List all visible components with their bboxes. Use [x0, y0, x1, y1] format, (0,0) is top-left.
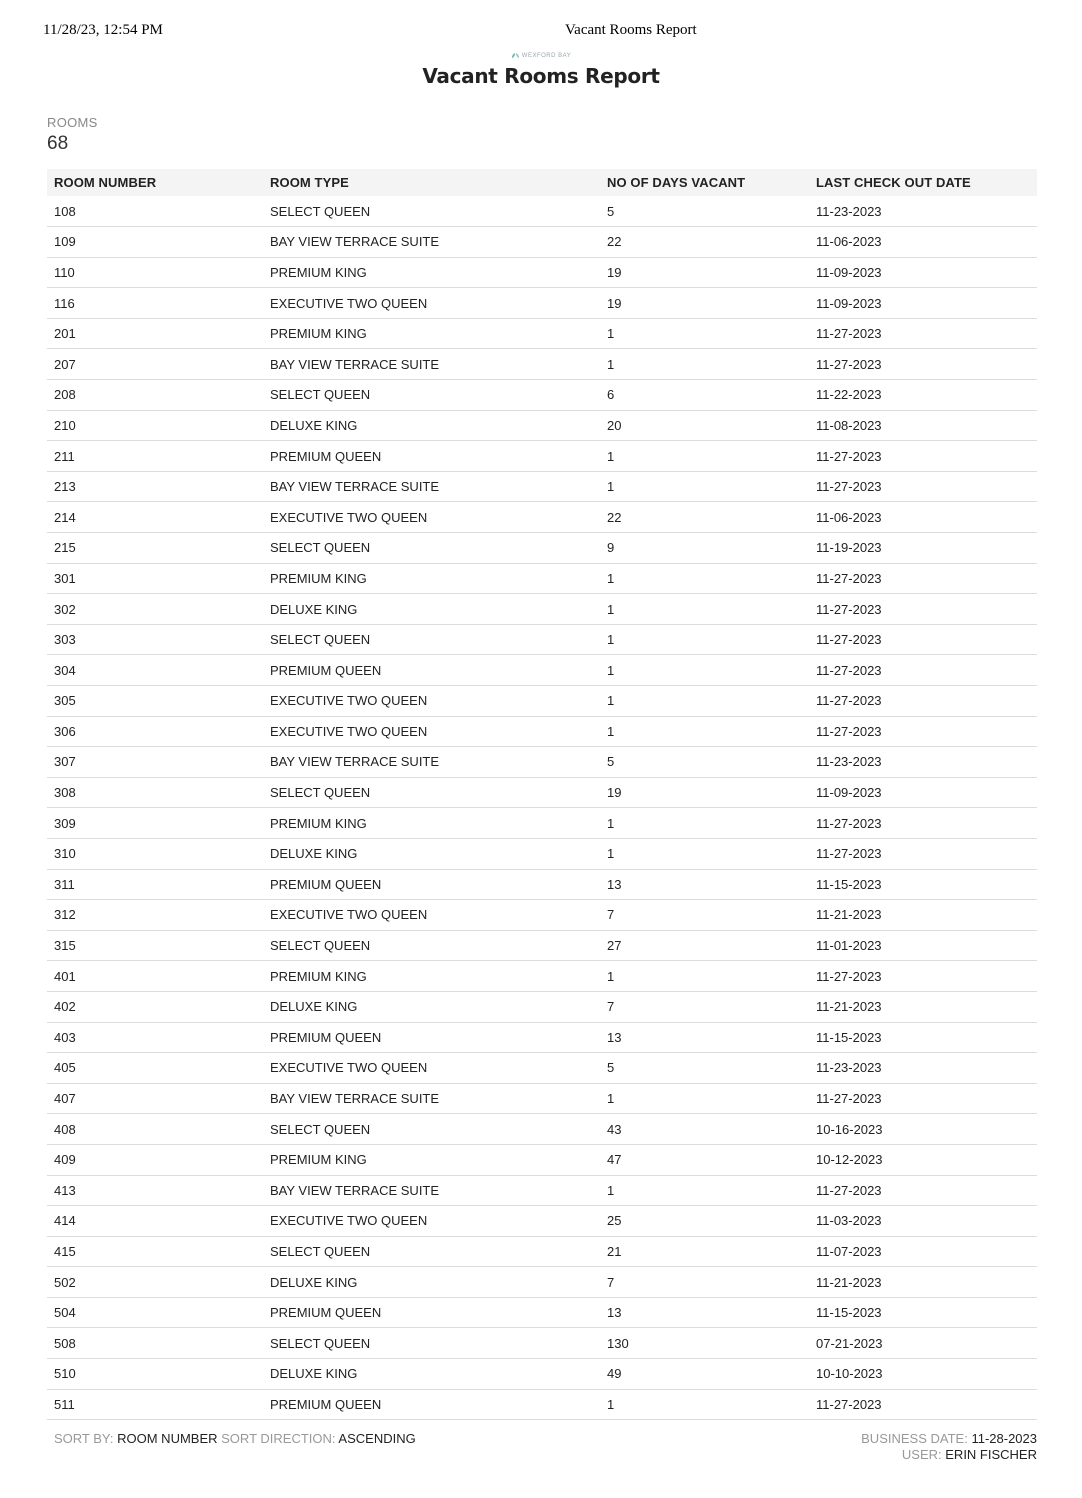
business-date-label: BUSINESS DATE: [861, 1431, 968, 1446]
cell-days-vacant: 1 [600, 471, 809, 502]
cell-last-checkout: 11-27-2023 [809, 349, 1037, 380]
cell-last-checkout: 11-23-2023 [809, 747, 1037, 778]
cell-room-type: PREMIUM QUEEN [263, 1297, 600, 1328]
cell-last-checkout: 11-15-2023 [809, 869, 1037, 900]
sort-info [54, 1431, 416, 1447]
table-row[interactable] [47, 808, 1037, 839]
cell-room-type: SELECT QUEEN [263, 380, 600, 411]
cell-last-checkout: 11-08-2023 [809, 410, 1037, 441]
cell-days-vacant: 1 [600, 808, 809, 839]
table-row[interactable] [47, 380, 1037, 411]
cell-days-vacant: 5 [600, 747, 809, 778]
cell-room-number: 211 [47, 441, 263, 472]
table-row[interactable] [47, 1144, 1037, 1175]
cell-days-vacant: 7 [600, 991, 809, 1022]
cell-room-type: PREMIUM QUEEN [263, 441, 600, 472]
cell-room-number: 510 [47, 1359, 263, 1390]
cell-room-number: 109 [47, 227, 263, 258]
business-date-value: 11-28-2023 [971, 1431, 1037, 1446]
cell-days-vacant: 13 [600, 869, 809, 900]
sort-direction-label: SORT DIRECTION: [221, 1431, 336, 1446]
cell-room-type: SELECT QUEEN [263, 1236, 600, 1267]
cell-last-checkout: 10-10-2023 [809, 1359, 1037, 1390]
cell-days-vacant: 22 [600, 227, 809, 258]
table-row[interactable] [47, 1328, 1037, 1359]
cell-days-vacant: 7 [600, 900, 809, 931]
cell-room-number: 403 [47, 1022, 263, 1053]
cell-room-type: PREMIUM KING [263, 808, 600, 839]
cell-last-checkout: 11-23-2023 [809, 196, 1037, 227]
cell-room-type: DELUXE KING [263, 1359, 600, 1390]
cell-days-vacant: 19 [600, 288, 809, 319]
cell-room-type: SELECT QUEEN [263, 1328, 600, 1359]
rooms-summary [47, 115, 98, 156]
cell-last-checkout: 11-01-2023 [809, 930, 1037, 961]
cell-last-checkout: 11-27-2023 [809, 624, 1037, 655]
cell-last-checkout: 11-22-2023 [809, 380, 1037, 411]
cell-room-number: 504 [47, 1297, 263, 1328]
cell-last-checkout: 11-27-2023 [809, 838, 1037, 869]
cell-days-vacant: 13 [600, 1022, 809, 1053]
cell-days-vacant: 19 [600, 257, 809, 288]
cell-room-number: 302 [47, 594, 263, 625]
table-row[interactable] [47, 471, 1037, 502]
table-row[interactable] [47, 777, 1037, 808]
cell-last-checkout: 11-27-2023 [809, 318, 1037, 349]
cell-last-checkout: 11-23-2023 [809, 1053, 1037, 1084]
cell-days-vacant: 1 [600, 594, 809, 625]
table-row[interactable] [47, 869, 1037, 900]
cell-room-type: PREMIUM QUEEN [263, 869, 600, 900]
table-row[interactable] [47, 594, 1037, 625]
cell-room-number: 502 [47, 1267, 263, 1298]
cell-days-vacant: 27 [600, 930, 809, 961]
cell-last-checkout: 11-27-2023 [809, 471, 1037, 502]
cell-room-type: PREMIUM KING [263, 257, 600, 288]
cell-last-checkout: 11-09-2023 [809, 288, 1037, 319]
cell-room-number: 402 [47, 991, 263, 1022]
table-row[interactable] [47, 1114, 1037, 1145]
cell-days-vacant: 22 [600, 502, 809, 533]
column-header-room-type[interactable]: ROOM TYPE [263, 169, 600, 196]
table-row[interactable] [47, 196, 1037, 227]
report-meta [861, 1431, 1037, 1462]
cell-last-checkout: 11-19-2023 [809, 533, 1037, 564]
cell-room-number: 401 [47, 961, 263, 992]
logo-text: WEXFORD BAY [521, 53, 572, 59]
table-header-row [47, 169, 1037, 196]
sort-by-value: ROOM NUMBER [117, 1431, 218, 1446]
cell-room-number: 511 [47, 1389, 263, 1420]
cell-days-vacant: 43 [600, 1114, 809, 1145]
cell-last-checkout: 11-07-2023 [809, 1236, 1037, 1267]
table-row[interactable] [47, 1175, 1037, 1206]
cell-room-number: 108 [47, 196, 263, 227]
table-row[interactable] [47, 1206, 1037, 1237]
cell-room-type: EXECUTIVE TWO QUEEN [263, 716, 600, 747]
table-row[interactable] [47, 655, 1037, 686]
cell-room-number: 110 [47, 257, 263, 288]
table-row[interactable] [47, 624, 1037, 655]
column-header-days-vacant[interactable]: NO OF DAYS VACANT [600, 169, 809, 196]
cell-room-type: EXECUTIVE TWO QUEEN [263, 900, 600, 931]
table-row[interactable] [47, 1359, 1037, 1390]
cell-days-vacant: 1 [600, 1083, 809, 1114]
sort-direction-value: ASCENDING [338, 1431, 416, 1446]
cell-room-number: 308 [47, 777, 263, 808]
table-row[interactable] [47, 900, 1037, 931]
cell-days-vacant: 1 [600, 686, 809, 717]
table-row[interactable] [47, 1083, 1037, 1114]
cell-last-checkout: 11-27-2023 [809, 655, 1037, 686]
cell-last-checkout: 11-06-2023 [809, 227, 1037, 258]
hotel-logo [0, 51, 1082, 61]
cell-room-number: 214 [47, 502, 263, 533]
cell-room-type: DELUXE KING [263, 991, 600, 1022]
cell-days-vacant: 25 [600, 1206, 809, 1237]
table-row[interactable] [47, 961, 1037, 992]
cell-room-type: SELECT QUEEN [263, 196, 600, 227]
cell-room-type: PREMIUM KING [263, 961, 600, 992]
cell-room-number: 311 [47, 869, 263, 900]
table-row[interactable] [47, 349, 1037, 380]
cell-room-number: 301 [47, 563, 263, 594]
cell-room-type: DELUXE KING [263, 1267, 600, 1298]
report-title: Vacant Rooms Report [422, 64, 660, 88]
cell-room-number: 207 [47, 349, 263, 380]
cell-room-number: 309 [47, 808, 263, 839]
table-row[interactable] [47, 1389, 1037, 1420]
cell-days-vacant: 1 [600, 1389, 809, 1420]
cell-room-number: 201 [47, 318, 263, 349]
cell-room-number: 508 [47, 1328, 263, 1359]
cell-room-type: PREMIUM KING [263, 1144, 600, 1175]
cell-last-checkout: 11-27-2023 [809, 961, 1037, 992]
cell-room-type: SELECT QUEEN [263, 624, 600, 655]
table-row[interactable] [47, 930, 1037, 961]
cell-days-vacant: 19 [600, 777, 809, 808]
user-line [861, 1447, 1037, 1463]
cell-room-type: EXECUTIVE TWO QUEEN [263, 1053, 600, 1084]
cell-room-type: DELUXE KING [263, 410, 600, 441]
cell-last-checkout: 11-27-2023 [809, 808, 1037, 839]
cell-room-number: 315 [47, 930, 263, 961]
cell-room-number: 310 [47, 838, 263, 869]
cell-days-vacant: 130 [600, 1328, 809, 1359]
cell-room-number: 408 [47, 1114, 263, 1145]
cell-last-checkout: 11-27-2023 [809, 563, 1037, 594]
rooms-label: ROOMS [47, 115, 98, 130]
cell-days-vacant: 1 [600, 563, 809, 594]
cell-days-vacant: 21 [600, 1236, 809, 1267]
cell-room-number: 312 [47, 900, 263, 931]
table-row[interactable] [47, 1297, 1037, 1328]
cell-room-type: BAY VIEW TERRACE SUITE [263, 747, 600, 778]
cell-days-vacant: 1 [600, 318, 809, 349]
cell-days-vacant: 5 [600, 196, 809, 227]
vacant-rooms-table [47, 169, 1037, 1420]
table-row[interactable] [47, 747, 1037, 778]
cell-room-type: EXECUTIVE TWO QUEEN [263, 686, 600, 717]
cell-room-number: 405 [47, 1053, 263, 1084]
cell-room-type: SELECT QUEEN [263, 533, 600, 564]
cell-days-vacant: 20 [600, 410, 809, 441]
table-row[interactable] [47, 991, 1037, 1022]
cell-days-vacant: 1 [600, 349, 809, 380]
cell-room-type: BAY VIEW TERRACE SUITE [263, 1175, 600, 1206]
cell-last-checkout: 11-15-2023 [809, 1022, 1037, 1053]
cell-room-number: 305 [47, 686, 263, 717]
cell-last-checkout: 11-21-2023 [809, 900, 1037, 931]
cell-room-number: 303 [47, 624, 263, 655]
cell-room-type: SELECT QUEEN [263, 930, 600, 961]
cell-room-type: PREMIUM QUEEN [263, 1022, 600, 1053]
table-row[interactable] [47, 533, 1037, 564]
cell-days-vacant: 1 [600, 716, 809, 747]
cell-room-number: 409 [47, 1144, 263, 1175]
leaf-logo-icon [511, 52, 520, 59]
cell-days-vacant: 1 [600, 441, 809, 472]
column-header-last-checkout[interactable]: LAST CHECK OUT DATE [809, 169, 1037, 196]
cell-room-type: PREMIUM KING [263, 318, 600, 349]
cell-room-type: BAY VIEW TERRACE SUITE [263, 227, 600, 258]
cell-room-type: DELUXE KING [263, 594, 600, 625]
table-row[interactable] [47, 502, 1037, 533]
cell-last-checkout: 11-09-2023 [809, 257, 1037, 288]
cell-last-checkout: 11-27-2023 [809, 441, 1037, 472]
cell-room-number: 215 [47, 533, 263, 564]
cell-last-checkout: 11-27-2023 [809, 716, 1037, 747]
user-value: ERIN FISCHER [945, 1446, 1037, 1462]
cell-room-number: 208 [47, 380, 263, 411]
cell-room-type: BAY VIEW TERRACE SUITE [263, 349, 600, 380]
table-row[interactable] [47, 1236, 1037, 1267]
table-row[interactable] [47, 563, 1037, 594]
column-header-room-number[interactable]: ROOM NUMBER [47, 169, 263, 196]
cell-room-number: 307 [47, 747, 263, 778]
cell-room-type: EXECUTIVE TWO QUEEN [263, 288, 600, 319]
cell-days-vacant: 47 [600, 1144, 809, 1175]
table-row[interactable] [47, 318, 1037, 349]
table-row[interactable] [47, 1053, 1037, 1084]
cell-room-number: 213 [47, 471, 263, 502]
cell-room-type: SELECT QUEEN [263, 777, 600, 808]
cell-room-type: EXECUTIVE TWO QUEEN [263, 1206, 600, 1237]
table-row[interactable] [47, 288, 1037, 319]
cell-room-type: BAY VIEW TERRACE SUITE [263, 1083, 600, 1114]
cell-room-type: SELECT QUEEN [263, 1114, 600, 1145]
cell-days-vacant: 1 [600, 961, 809, 992]
cell-days-vacant: 7 [600, 1267, 809, 1298]
cell-last-checkout: 11-09-2023 [809, 777, 1037, 808]
cell-days-vacant: 49 [600, 1359, 809, 1390]
cell-last-checkout: 11-27-2023 [809, 1083, 1037, 1114]
cell-last-checkout: 10-12-2023 [809, 1144, 1037, 1175]
table-row[interactable] [47, 410, 1037, 441]
print-header [0, 22, 1082, 42]
cell-days-vacant: 1 [600, 655, 809, 686]
cell-days-vacant: 5 [600, 1053, 809, 1084]
table-row[interactable] [47, 1022, 1037, 1053]
cell-room-number: 304 [47, 655, 263, 686]
cell-room-number: 413 [47, 1175, 263, 1206]
cell-last-checkout: 11-27-2023 [809, 1389, 1037, 1420]
table-row[interactable] [47, 1267, 1037, 1298]
cell-last-checkout: 11-21-2023 [809, 991, 1037, 1022]
cell-room-number: 407 [47, 1083, 263, 1114]
cell-room-number: 415 [47, 1236, 263, 1267]
cell-room-type: PREMIUM QUEEN [263, 655, 600, 686]
table-row[interactable] [47, 441, 1037, 472]
cell-room-number: 306 [47, 716, 263, 747]
cell-days-vacant: 6 [600, 380, 809, 411]
sort-by-label: SORT BY: [54, 1431, 114, 1446]
cell-last-checkout: 11-15-2023 [809, 1297, 1037, 1328]
cell-last-checkout: 11-27-2023 [809, 1175, 1037, 1206]
print-timestamp: 11/28/23, 12:54 PM [43, 22, 163, 38]
cell-room-type: EXECUTIVE TWO QUEEN [263, 502, 600, 533]
table-row[interactable] [47, 716, 1037, 747]
table-row[interactable] [47, 257, 1037, 288]
cell-room-type: PREMIUM QUEEN [263, 1389, 600, 1420]
table-row[interactable] [47, 686, 1037, 717]
cell-room-type: BAY VIEW TERRACE SUITE [263, 471, 600, 502]
print-document-title: Vacant Rooms Report [565, 22, 697, 38]
cell-days-vacant: 9 [600, 533, 809, 564]
cell-last-checkout: 07-21-2023 [809, 1328, 1037, 1359]
cell-room-number: 414 [47, 1206, 263, 1237]
cell-room-type: DELUXE KING [263, 838, 600, 869]
cell-last-checkout: 11-06-2023 [809, 502, 1037, 533]
cell-last-checkout: 10-16-2023 [809, 1114, 1037, 1145]
rooms-count: 68 [47, 133, 69, 154]
cell-room-type: PREMIUM KING [263, 563, 600, 594]
cell-last-checkout: 11-27-2023 [809, 686, 1037, 717]
user-label: USER: [901, 1446, 942, 1462]
cell-room-number: 210 [47, 410, 263, 441]
cell-last-checkout: 11-03-2023 [809, 1206, 1037, 1237]
table-row[interactable] [47, 227, 1037, 258]
table-body [47, 196, 1037, 1420]
cell-days-vacant: 1 [600, 624, 809, 655]
cell-room-number: 116 [47, 288, 263, 319]
cell-days-vacant: 13 [600, 1297, 809, 1328]
business-date-line [861, 1431, 1037, 1447]
cell-last-checkout: 11-21-2023 [809, 1267, 1037, 1298]
cell-days-vacant: 1 [600, 1175, 809, 1206]
cell-last-checkout: 11-27-2023 [809, 594, 1037, 625]
table-row[interactable] [47, 838, 1037, 869]
cell-days-vacant: 1 [600, 838, 809, 869]
